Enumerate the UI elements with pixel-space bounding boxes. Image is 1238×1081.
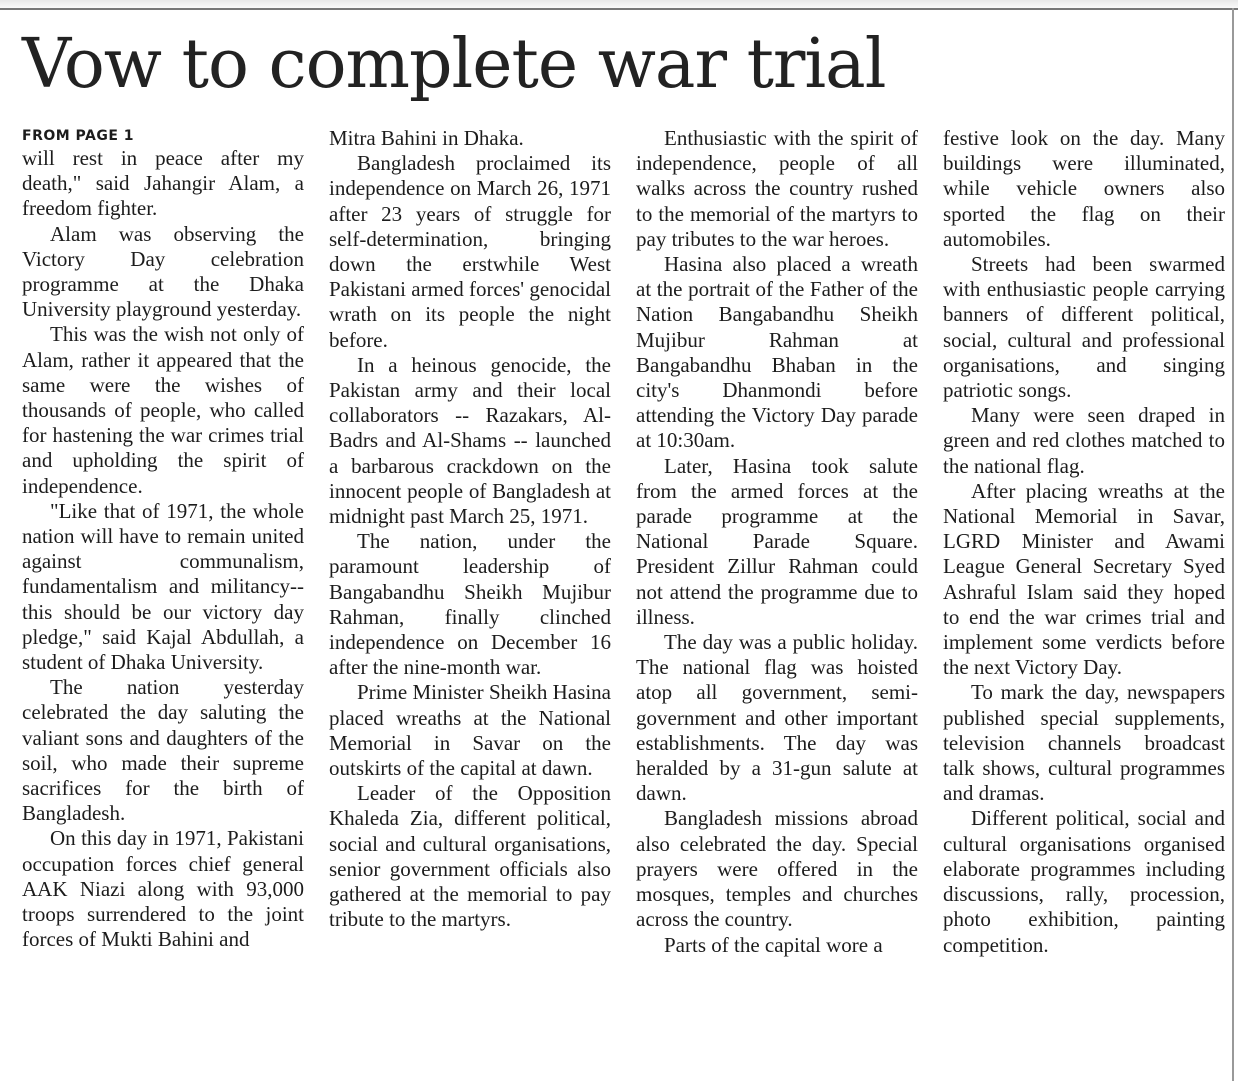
paragraph: To mark the day, newspapers published special supplements, television channels broadcast talk shows, cultural programmes and dramas.: [943, 680, 1225, 806]
paragraph: "Like that of 1971, the whole nation will have to remain united against communalism, fundamentalism and militancy--this should be our victory day pledge," said Kajal Abdullah, a student of Dhaka University.: [22, 498, 304, 675]
paragraph: will rest in peace after my death," said Jahangir Alam, a freedom fighter.: [22, 146, 304, 221]
paragraph: Parts of the capital wore a: [664, 932, 883, 957]
paragraph: Streets had been swarmed with enthusiastic people carrying banners of different political, social, cultural and professional organisations, and singing patriotic songs.: [943, 252, 1225, 403]
headline: Vow to complete war trial: [22, 25, 886, 104]
article-column-2: [329, 126, 611, 933]
article-column-4: [943, 126, 1225, 958]
article-column-1: [22, 126, 304, 953]
paragraph: Alam was observing the Victory Day celebration programme at the Dhaka University playground yesterday.: [22, 221, 304, 322]
paragraph: The day was a public holiday. The national flag was hoisted atop all government, semi-government and other important establishments. The day was heralded by a 31-gun salute at dawn.: [636, 630, 918, 806]
paragraph: Enthusiastic with the spirit of independence, people of all walks across the country rushed to the memorial of the martyrs to pay tributes to the war heroes.: [636, 126, 918, 251]
paragraph: After placing wreaths at the National Memorial in Savar, LGRD Minister and Awami League General Secretary Syed Ashraful Islam said they hoped to end the war crimes trial and implement some verdicts before the next Victory Day.: [943, 478, 1225, 680]
paragraph: Leader of the Opposition Khaleda Zia, different political, social and cultural organisations, senior government officials also gathered at the memorial to pay tribute to the martyrs.: [329, 781, 611, 932]
paragraph: Bangladesh proclaimed its independence on March 26, 1971 after 23 years of struggle for self-determination, bringing down the erstwhile West Pakistani armed forces' genocidal wrath on its people the night before.: [329, 151, 611, 352]
paragraph: On this day in 1971, Pakistani occupation forces chief general AAK Niazi along with 93,000 troops surrendered to the joint forces of Mukti Bahini and: [22, 826, 304, 952]
paragraph: Later, Hasina took salute from the armed forces at the parade programme at the National Parade Square. President Zillur Rahman could not attend the programme due to illness.: [636, 453, 918, 629]
paragraph: Prime Minister Sheikh Hasina placed wreaths at the National Memorial in Savar on the outskirts of the capital at dawn.: [329, 680, 611, 781]
paragraph: Mitra Bahini in Dhaka.: [329, 126, 524, 150]
top-rule: [0, 0, 1238, 10]
paragraph: Many were seen draped in green and red clothes matched to the national flag.: [943, 403, 1225, 478]
paragraph: The nation, under the paramount leadership of Bangabandhu Sheikh Mujibur Rahman, finally clinched independence on December 16 after the nine-month war.: [329, 529, 611, 680]
paragraph: Different political, social and cultural organisations organised elaborate programmes including discussions, rally, procession, photo exhibition, painting competition.: [943, 806, 1225, 957]
paragraph: This was the wish not only of Alam, rather it appeared that the same were the wishes of thousands of people, who called for hastening the war crimes trial and upholding the spirit of independence.: [22, 322, 304, 498]
continued-from-kicker: FROM PAGE 1: [22, 128, 135, 144]
article-column-3: [636, 126, 918, 958]
paragraph: The nation yesterday celebrated the day saluting the valiant sons and daughters of the soil, who made their supreme sacrifices for the birth of Bangladesh.: [22, 675, 304, 826]
paragraph: Bangladesh missions abroad also celebrated the day. Special prayers were offered in the mosques, temples and churches across the country.: [636, 806, 918, 932]
paragraph: In a heinous genocide, the Pakistan army and their local collaborators -- Razakars, Al-Badrs and Al-Shams -- launched a barbarous crackdown on the innocent people of Bangladesh at midnight past March 25, 1971.: [329, 352, 611, 529]
paragraph: Hasina also placed a wreath at the portrait of the Father of the Nation Bangabandhu Sheikh Mujibur Rahman at Bangabandhu Bhaban in the city's Dhanmondi before attending the Victory Day parade at 10:30am.: [636, 252, 918, 453]
column-rule: [1232, 8, 1234, 1081]
paragraph: festive look on the day. Many buildings were illuminated, while vehicle owners also sported the flag on their automobiles.: [943, 126, 1225, 251]
